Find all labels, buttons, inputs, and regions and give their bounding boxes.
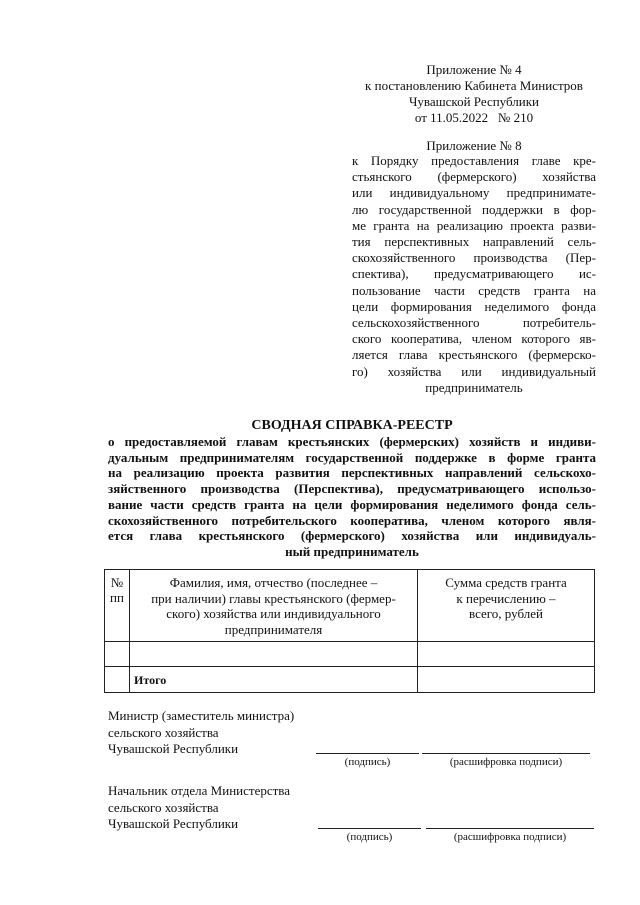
signature-label-line: сельского хозяйства bbox=[108, 724, 219, 740]
subtitle-line: ется глава крестьянского (фермерского) хозяйства или индивидуаль- bbox=[108, 528, 596, 544]
subtitle-line: на реализацию проекта развития перспективных направлений сельскохо- bbox=[108, 465, 596, 481]
signature-label-line: Чувашской Республики bbox=[108, 816, 239, 831]
attachment-4-line: к постановлению Кабинета Министров bbox=[365, 78, 583, 93]
head-sign-caption: (подпись) bbox=[346, 831, 393, 843]
attachment-8-line: сельскохозяйственного потребитель- bbox=[352, 315, 596, 331]
header-number bbox=[105, 570, 130, 642]
subtitle-line: о предоставляемой главам крестьянских (фермерских) хозяйств и индиви- bbox=[108, 434, 596, 449]
signature-label-line: Министр (заместитель министра) bbox=[108, 708, 295, 723]
attachment-8-title: Приложение № 8 bbox=[426, 138, 522, 153]
attachment-8-line: го) хозяйства или индивидуальный bbox=[352, 363, 596, 379]
head-signature-line bbox=[318, 828, 421, 829]
attachment-8-line: спектива), предусматривающего ис- bbox=[352, 266, 596, 282]
attachment-8-line: предприниматель bbox=[425, 379, 523, 395]
minister-decode-line bbox=[422, 753, 590, 754]
table-cell bbox=[105, 667, 130, 693]
header-amount-line: всего, рублей bbox=[469, 606, 543, 621]
attachment-8-line: цели формирования неделимого фонда bbox=[352, 298, 596, 314]
attachment-4-line: Чувашской Республики bbox=[408, 94, 540, 109]
header-fullname bbox=[130, 570, 418, 642]
total-label: Итого bbox=[130, 667, 418, 693]
subtitle-line: дуальным предпринимателям государственной поддержке в форме гранта bbox=[108, 449, 596, 465]
subtitle-line: скохозяйственного потребительского кооператива, членом которого явля- bbox=[108, 512, 596, 528]
signature-label-line: Начальник отдела Министерства bbox=[108, 783, 291, 798]
subtitle-line: вание части средств гранта на цели формирования неделимого фонда сель- bbox=[108, 496, 596, 512]
header-fullname-line: Фамилия, имя, отчество (последнее – bbox=[169, 575, 378, 590]
register-table bbox=[104, 569, 595, 693]
subtitle-line: зяйственного производства (Перспектива), предусматривающего использо- bbox=[108, 481, 596, 497]
header-fullname-line: предпринимателя bbox=[224, 621, 323, 637]
attachment-8-line: тия перспективных направлений сель- bbox=[352, 234, 596, 250]
attachment-8-line: или индивидуальному предпринимате- bbox=[352, 185, 596, 201]
attachment-4-title: Приложение № 4 bbox=[426, 62, 522, 77]
attachment-8-line: лю государственной поддержки в фор- bbox=[352, 201, 596, 217]
header-amount bbox=[418, 570, 595, 642]
attachment-8-line: ме гранта на реализацию проекта разви- bbox=[352, 217, 596, 233]
head-decode-caption: (расшифровка подписи) bbox=[453, 831, 567, 843]
table-cell bbox=[130, 642, 418, 667]
table-header-row bbox=[105, 570, 595, 642]
minister-decode-caption: (расшифровка подписи) bbox=[449, 756, 563, 768]
attachment-8-line: скохозяйственного производства (Пер- bbox=[352, 250, 596, 266]
attachment-4-header bbox=[344, 62, 604, 126]
minister-signature-line bbox=[316, 753, 419, 754]
head-signature-label bbox=[108, 783, 290, 833]
header-amount-line: к перечислению – bbox=[456, 590, 556, 606]
document-title: СВОДНАЯ СПРАВКА-РЕЕСТР bbox=[251, 418, 453, 433]
attachment-8-line: пользование части средств гранта на bbox=[352, 282, 596, 298]
attachment-8-line: к Порядку предоставления главе кре- bbox=[352, 153, 596, 168]
table-cell bbox=[418, 642, 595, 667]
attachment-8-body bbox=[352, 153, 596, 396]
attachment-8-line: ского кооператива, членом которого яв- bbox=[352, 331, 596, 347]
header-fullname-line: при наличии) главы крестьянского (фермер- bbox=[151, 590, 396, 606]
attachment-8-line: стьянского (фермерского) хозяйства bbox=[352, 169, 596, 185]
signature-label-line: Чувашской Республики bbox=[108, 741, 239, 756]
signature-label-line: сельского хозяйства bbox=[108, 799, 219, 815]
table-row bbox=[105, 642, 595, 667]
subtitle-line: ный предприниматель bbox=[285, 543, 419, 559]
header-number-line: пп bbox=[110, 590, 124, 605]
document-subtitle bbox=[108, 434, 596, 560]
table-total-row bbox=[105, 667, 595, 693]
header-fullname-line: ского) хозяйства или индивидуального bbox=[166, 606, 381, 621]
header-amount-line: Сумма средств гранта bbox=[445, 575, 567, 590]
minister-signature-label bbox=[108, 708, 294, 758]
table-cell bbox=[105, 642, 130, 667]
table-cell bbox=[418, 667, 595, 693]
minister-sign-caption: (подпись) bbox=[344, 756, 391, 768]
attachment-8-line: ляется глава крестьянского (фермерско- bbox=[352, 347, 596, 363]
attachment-4-date: от 11.05.2022 № 210 bbox=[414, 110, 534, 125]
head-decode-line bbox=[426, 828, 594, 829]
header-number-line: № bbox=[110, 575, 124, 590]
